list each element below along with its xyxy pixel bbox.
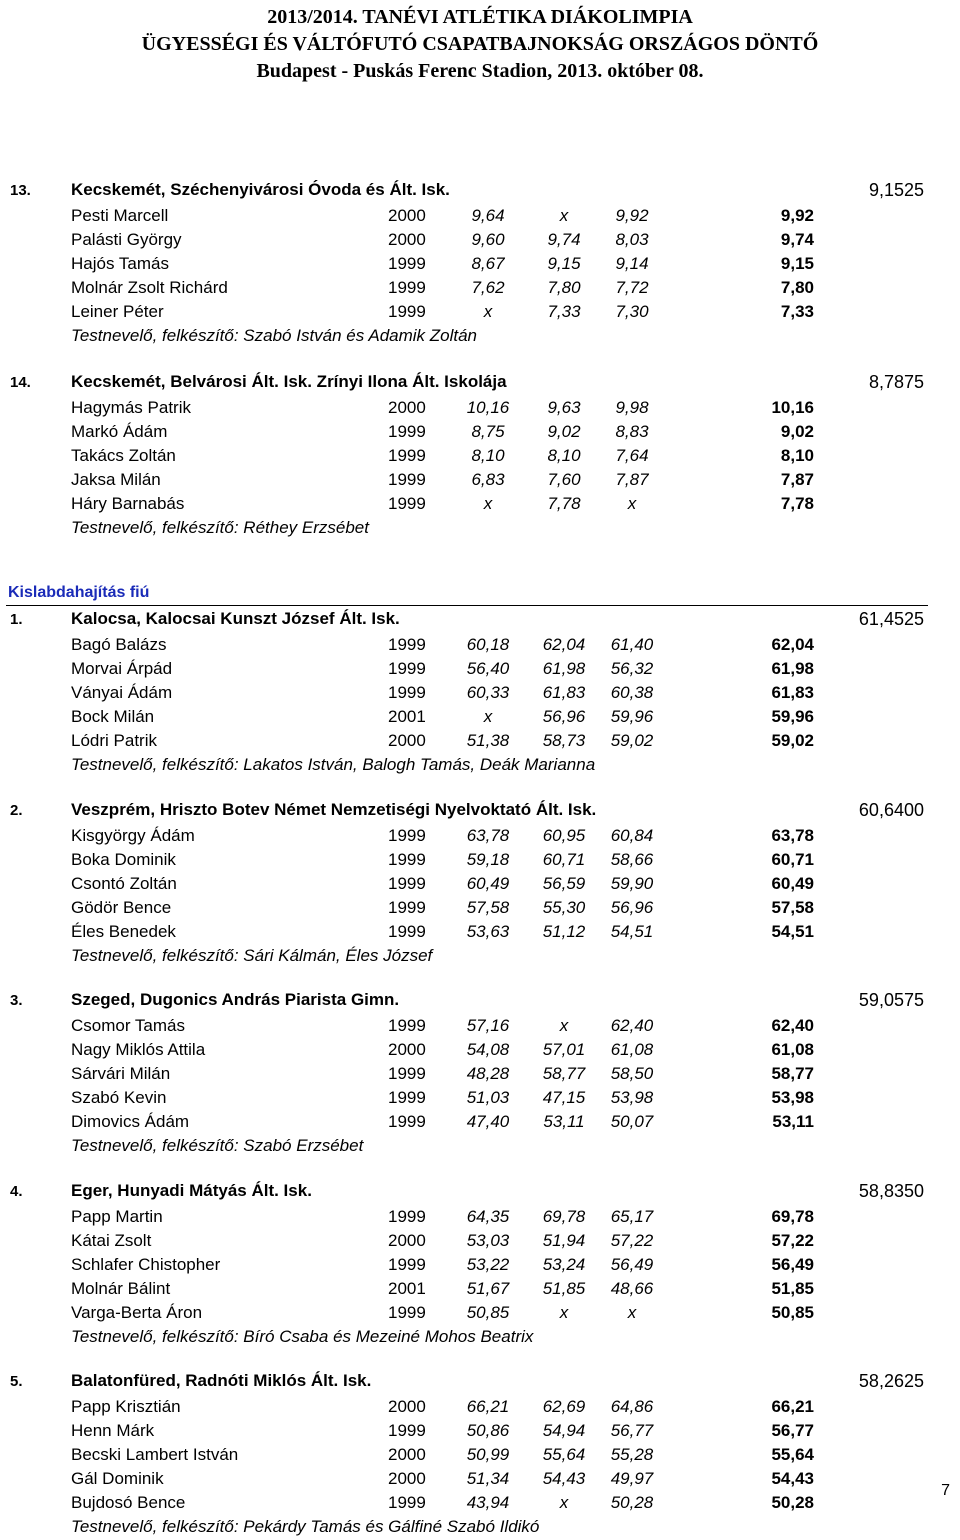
athlete-year: 1999 <box>388 659 426 678</box>
best-result: 9,02 <box>780 422 814 441</box>
athlete-name: Molnár Zsolt Richárd <box>71 278 228 297</box>
attempt-3: 64,86 <box>610 1397 654 1416</box>
attempt-3: 57,22 <box>610 1231 654 1250</box>
attempt-2: 55,64 <box>542 1445 586 1464</box>
best-result: 57,58 <box>771 898 814 917</box>
athlete-year: 1999 <box>388 922 426 941</box>
attempt-2: 9,74 <box>547 230 581 249</box>
coach-line: Testnevelő, felkészítő: Réthey Erzsébet <box>71 518 369 537</box>
attempt-1: 50,86 <box>466 1421 510 1440</box>
best-result: 60,71 <box>771 850 814 869</box>
athlete-row <box>0 494 960 516</box>
attempt-2: 51,94 <box>542 1231 586 1250</box>
attempt-1: 7,62 <box>471 278 505 297</box>
attempt-3: 50,07 <box>610 1112 654 1131</box>
header-title: 2013/2014. TANÉVI ATLÉTIKA DIÁKOLIMPIA <box>267 6 693 28</box>
athlete-year: 1999 <box>388 1207 426 1226</box>
best-result: 61,08 <box>771 1040 814 1059</box>
attempt-2: 62,69 <box>542 1397 586 1416</box>
attempt-1: 51,34 <box>466 1469 510 1488</box>
athlete-name: Csomor Tamás <box>71 1016 185 1035</box>
best-result: 8,10 <box>780 446 814 465</box>
athlete-name: Csontó Zoltán <box>71 874 177 893</box>
athlete-name: Boka Dominik <box>71 850 176 869</box>
athlete-row <box>0 1493 960 1515</box>
athlete-name: Papp Martin <box>71 1207 163 1226</box>
team-name: Kecskemét, Széchenyivárosi Óvoda és Ált. Isk. <box>71 180 450 199</box>
athlete-row <box>0 422 960 444</box>
team-header <box>0 372 960 394</box>
athlete-row <box>0 1207 960 1229</box>
athlete-row <box>0 1231 960 1253</box>
athlete-row <box>0 1469 960 1491</box>
athlete-year: 1999 <box>388 494 426 513</box>
attempt-2: 51,85 <box>542 1279 586 1298</box>
attempt-1: x <box>483 494 493 513</box>
athlete-name: Leiner Péter <box>71 302 164 321</box>
athlete-row <box>0 1112 960 1134</box>
athlete-year: 1999 <box>388 446 426 465</box>
event-divider <box>6 605 928 606</box>
athlete-year: 1999 <box>388 635 426 654</box>
header-venue: Budapest - Puskás Ferenc Stadion, 2013. október 08. <box>256 60 704 82</box>
attempt-3: 9,92 <box>615 206 649 225</box>
attempt-3: 7,30 <box>615 302 649 321</box>
athlete-year: 2000 <box>388 731 426 750</box>
athlete-year: 1999 <box>388 874 426 893</box>
athlete-row <box>0 707 960 729</box>
athlete-year: 1999 <box>388 850 426 869</box>
best-result: 57,22 <box>771 1231 814 1250</box>
attempt-2: 60,71 <box>542 850 586 869</box>
attempt-1: 6,83 <box>471 470 505 489</box>
attempt-1: 8,67 <box>471 254 505 273</box>
attempt-3: 55,28 <box>610 1445 654 1464</box>
athlete-name: Gál Dominik <box>71 1469 164 1488</box>
attempt-1: 48,28 <box>466 1064 510 1083</box>
athlete-row <box>0 1445 960 1467</box>
team-rank: 5. <box>10 1373 23 1390</box>
attempt-3: 65,17 <box>610 1207 654 1226</box>
attempt-3: 59,02 <box>610 731 654 750</box>
team-rank: 2. <box>10 802 23 819</box>
athlete-name: Gödör Bence <box>71 898 172 917</box>
athlete-year: 1999 <box>388 422 426 441</box>
athlete-name: Morvai Árpád <box>71 659 173 678</box>
team-rank: 13. <box>10 182 31 199</box>
team-name: Eger, Hunyadi Mátyás Ált. Isk. <box>71 1181 312 1200</box>
attempt-2: 51,12 <box>542 922 586 941</box>
team-name: Kalocsa, Kalocsai Kunszt József Ált. Isk. <box>71 609 400 628</box>
athlete-year: 2000 <box>388 1469 426 1488</box>
best-result: 7,80 <box>780 278 814 297</box>
team-rank: 1. <box>10 611 23 628</box>
team-score: 9,1525 <box>868 180 924 200</box>
page-number: 7 <box>941 1482 950 1499</box>
coach-line: Testnevelő, felkészítő: Sári Kálmán, Éles József <box>71 946 433 965</box>
best-result: 9,15 <box>780 254 814 273</box>
team-rank: 14. <box>10 374 31 391</box>
best-result: 56,49 <box>771 1255 814 1274</box>
attempt-3: 54,51 <box>610 922 654 941</box>
attempt-2: 9,63 <box>547 398 581 417</box>
attempt-3: 8,83 <box>615 422 649 441</box>
athlete-row <box>0 1088 960 1110</box>
attempt-3: 7,72 <box>615 278 649 297</box>
best-result: 50,85 <box>771 1303 814 1322</box>
athlete-year: 2000 <box>388 1231 426 1250</box>
athlete-year: 1999 <box>388 1088 426 1107</box>
attempt-3: 59,96 <box>610 707 654 726</box>
athlete-row <box>0 635 960 657</box>
attempt-3: 56,96 <box>610 898 654 917</box>
attempt-3: 53,98 <box>610 1088 654 1107</box>
athlete-name: Nagy Miklós Attila <box>71 1040 206 1059</box>
athlete-year: 2001 <box>388 707 426 726</box>
attempt-2: x <box>559 206 569 225</box>
attempt-1: 54,08 <box>466 1040 510 1059</box>
attempt-2: 62,04 <box>542 635 586 654</box>
attempt-3: 60,84 <box>610 826 654 845</box>
coach-line: Testnevelő, felkészítő: Bíró Csaba és Mezeiné Mohos Beatrix <box>71 1327 534 1346</box>
athlete-row <box>0 922 960 944</box>
athlete-name: Palásti György <box>71 230 182 249</box>
attempt-3: 61,40 <box>610 635 654 654</box>
athlete-row <box>0 1303 960 1325</box>
athlete-year: 1999 <box>388 1421 426 1440</box>
attempt-2: 7,78 <box>547 494 581 513</box>
team-score: 61,4525 <box>858 609 924 629</box>
team-name: Veszprém, Hriszto Botev Német Nemzetiségi Nyelvoktató Ált. Isk. <box>71 800 597 819</box>
attempt-1: 50,99 <box>466 1445 510 1464</box>
athlete-year: 1999 <box>388 1016 426 1035</box>
document-header <box>0 4 960 85</box>
athlete-name: Dimovics Ádám <box>71 1112 190 1131</box>
attempt-1: x <box>483 302 493 321</box>
attempt-3: 56,32 <box>610 659 654 678</box>
athlete-name: Jaksa Milán <box>71 470 161 489</box>
athlete-row <box>0 254 960 276</box>
best-result: 59,02 <box>771 731 814 750</box>
attempt-1: 51,03 <box>466 1088 510 1107</box>
best-result: 58,77 <box>771 1064 814 1083</box>
athlete-name: Kátai Zsolt <box>71 1231 152 1250</box>
team-header <box>0 1181 960 1203</box>
team-name: Kecskemét, Belvárosi Ált. Isk. Zrínyi Ilona Ált. Iskolája <box>71 372 507 391</box>
attempt-3: 56,49 <box>610 1255 654 1274</box>
attempt-1: 10,16 <box>466 398 510 417</box>
attempt-1: 53,22 <box>466 1255 510 1274</box>
athlete-name: Markó Ádám <box>71 422 168 441</box>
attempt-3: 7,87 <box>615 470 649 489</box>
best-result: 9,74 <box>780 230 814 249</box>
attempt-3: 62,40 <box>610 1016 654 1035</box>
best-result: 62,04 <box>771 635 814 654</box>
attempt-2: 57,01 <box>542 1040 586 1059</box>
team-name: Balatonfüred, Radnóti Miklós Ált. Isk. <box>71 1371 372 1390</box>
best-result: 50,28 <box>771 1493 814 1512</box>
best-result: 54,43 <box>771 1469 814 1488</box>
athlete-year: 1999 <box>388 898 426 917</box>
team-header <box>0 1371 960 1393</box>
athlete-row <box>0 850 960 872</box>
attempt-1: 53,63 <box>466 922 510 941</box>
attempt-3: 9,98 <box>615 398 649 417</box>
athlete-row <box>0 1255 960 1277</box>
best-result: 69,78 <box>771 1207 814 1226</box>
attempt-2: 55,30 <box>542 898 586 917</box>
athlete-year: 1999 <box>388 302 426 321</box>
attempt-3: 61,08 <box>610 1040 654 1059</box>
team-score: 58,2625 <box>858 1371 924 1391</box>
athlete-row <box>0 1421 960 1443</box>
best-result: 10,16 <box>771 398 814 417</box>
team-name: Szeged, Dugonics András Piarista Gimn. <box>71 990 400 1009</box>
attempt-2: 54,43 <box>542 1469 586 1488</box>
attempt-3: 50,28 <box>610 1493 654 1512</box>
athlete-row <box>0 1279 960 1301</box>
athlete-name: Sárvári Milán <box>71 1064 171 1083</box>
athlete-row <box>0 398 960 420</box>
athlete-row <box>0 659 960 681</box>
athlete-year: 2000 <box>388 1445 426 1464</box>
attempt-1: 8,75 <box>471 422 505 441</box>
best-result: 54,51 <box>771 922 814 941</box>
athlete-year: 1999 <box>388 1303 426 1322</box>
athlete-name: Henn Márk <box>71 1421 155 1440</box>
athlete-name: Schlafer Chistopher <box>71 1255 221 1274</box>
team-score: 58,8350 <box>858 1181 924 1201</box>
attempt-2: 61,98 <box>542 659 586 678</box>
attempt-2: 53,24 <box>542 1255 586 1274</box>
attempt-2: 69,78 <box>542 1207 586 1226</box>
best-result: 66,21 <box>771 1397 814 1416</box>
attempt-1: x <box>483 707 493 726</box>
attempt-1: 9,64 <box>471 206 505 225</box>
athlete-name: Molnár Bálint <box>71 1279 171 1298</box>
best-result: 59,96 <box>771 707 814 726</box>
attempt-2: x <box>559 1016 569 1035</box>
attempt-1: 9,60 <box>471 230 505 249</box>
attempt-2: 7,33 <box>547 302 581 321</box>
athlete-name: Hagymás Patrik <box>71 398 191 417</box>
athlete-name: Becski Lambert István <box>71 1445 239 1464</box>
athlete-year: 1999 <box>388 254 426 273</box>
athlete-name: Lódri Patrik <box>71 731 157 750</box>
best-result: 51,85 <box>771 1279 814 1298</box>
attempt-1: 56,40 <box>466 659 510 678</box>
coach-line: Testnevelő, felkészítő: Pekárdy Tamás és Gálfiné Szabó Ildikó <box>71 1517 540 1536</box>
best-result: 63,78 <box>771 826 814 845</box>
best-result: 53,11 <box>772 1112 814 1131</box>
attempt-1: 8,10 <box>471 446 505 465</box>
team-header <box>0 800 960 822</box>
attempt-2: 60,95 <box>542 826 586 845</box>
attempt-3: 58,66 <box>610 850 654 869</box>
athlete-row <box>0 1016 960 1038</box>
header-subtitle: ÜGYESSÉGI ÉS VÁLTÓFUTÓ CSAPATBAJNOKSÁG ORSZÁGOS DÖNTŐ <box>141 33 819 55</box>
attempt-2: 9,02 <box>547 422 581 441</box>
attempt-1: 57,58 <box>466 898 510 917</box>
athlete-year: 1999 <box>388 1112 426 1131</box>
best-result: 55,64 <box>771 1445 814 1464</box>
athlete-name: Kisgyörgy Ádám <box>71 826 195 845</box>
team-score: 60,6400 <box>858 800 924 820</box>
attempt-2: 56,96 <box>542 707 586 726</box>
best-result: 9,92 <box>780 206 814 225</box>
team-score: 8,7875 <box>868 372 924 392</box>
attempt-3: 9,14 <box>615 254 649 273</box>
attempt-3: 60,38 <box>610 683 654 702</box>
athlete-row <box>0 470 960 492</box>
attempt-2: 54,94 <box>542 1421 586 1440</box>
attempt-2: 53,11 <box>543 1112 585 1131</box>
team-header <box>0 990 960 1012</box>
attempt-1: 57,16 <box>466 1016 510 1035</box>
best-result: 60,49 <box>771 874 814 893</box>
athlete-year: 1999 <box>388 278 426 297</box>
athlete-name: Pesti Marcell <box>71 206 169 225</box>
attempt-2: 58,73 <box>542 731 586 750</box>
athlete-name: Szabó Kevin <box>71 1088 167 1107</box>
attempt-3: 8,03 <box>615 230 649 249</box>
attempt-2: x <box>559 1493 569 1512</box>
team-rank: 4. <box>10 1183 23 1200</box>
athlete-year: 2000 <box>388 230 426 249</box>
athlete-row <box>0 1064 960 1086</box>
athlete-name: Bujdosó Bence <box>71 1493 186 1512</box>
athlete-row <box>0 206 960 228</box>
athlete-row <box>0 278 960 300</box>
team-header <box>0 180 960 202</box>
athlete-year: 1999 <box>388 826 426 845</box>
athlete-year: 1999 <box>388 1255 426 1274</box>
athlete-row <box>0 230 960 252</box>
athlete-row <box>0 826 960 848</box>
team-header <box>0 609 960 631</box>
attempt-2: 61,83 <box>542 683 586 702</box>
coach-line: Testnevelő, felkészítő: Szabó István és Adamik Zoltán <box>71 326 478 345</box>
athlete-name: Hajós Tamás <box>71 254 169 273</box>
athlete-name: Papp Krisztián <box>71 1397 181 1416</box>
athlete-year: 1999 <box>388 470 426 489</box>
athlete-name: Éles Benedek <box>71 922 176 941</box>
best-result: 62,40 <box>771 1016 814 1035</box>
attempt-1: 53,03 <box>466 1231 510 1250</box>
coach-line: Testnevelő, felkészítő: Lakatos István, Balogh Tamás, Deák Marianna <box>71 755 596 774</box>
attempt-1: 60,18 <box>466 635 510 654</box>
attempt-1: 60,49 <box>466 874 510 893</box>
athlete-year: 2000 <box>388 206 426 225</box>
best-result: 56,77 <box>771 1421 814 1440</box>
athlete-row <box>0 898 960 920</box>
attempt-2: 8,10 <box>547 446 581 465</box>
attempt-2: 47,15 <box>542 1088 586 1107</box>
athlete-name: Varga-Berta Áron <box>71 1303 203 1322</box>
attempt-1: 60,33 <box>466 683 510 702</box>
athlete-name: Bagó Balázs <box>71 635 167 654</box>
attempt-2: 58,77 <box>542 1064 586 1083</box>
best-result: 61,98 <box>771 659 814 678</box>
attempt-3: 56,77 <box>610 1421 654 1440</box>
athlete-row <box>0 446 960 468</box>
attempt-2: 7,80 <box>547 278 581 297</box>
attempt-3: 7,64 <box>615 446 649 465</box>
athlete-name: Takács Zoltán <box>71 446 176 465</box>
best-result: 7,87 <box>780 470 814 489</box>
attempt-3: 49,97 <box>610 1469 654 1488</box>
attempt-1: 51,67 <box>466 1279 510 1298</box>
athlete-name: Bock Milán <box>71 707 155 726</box>
attempt-3: 58,50 <box>610 1064 654 1083</box>
athlete-row <box>0 731 960 753</box>
athlete-year: 2000 <box>388 398 426 417</box>
team-rank: 3. <box>10 992 23 1009</box>
attempt-2: x <box>559 1303 569 1322</box>
attempt-2: 56,59 <box>542 874 586 893</box>
attempt-3: 48,66 <box>610 1279 654 1298</box>
attempt-1: 50,85 <box>466 1303 510 1322</box>
athlete-year: 1999 <box>388 1493 426 1512</box>
best-result: 7,78 <box>780 494 814 513</box>
attempt-1: 51,38 <box>466 731 510 750</box>
team-score: 59,0575 <box>858 990 924 1010</box>
attempt-1: 43,94 <box>466 1493 510 1512</box>
attempt-3: x <box>627 1303 637 1322</box>
best-result: 61,83 <box>771 683 814 702</box>
attempt-1: 59,18 <box>466 850 510 869</box>
athlete-row <box>0 683 960 705</box>
attempt-1: 63,78 <box>466 826 510 845</box>
athlete-year: 2000 <box>388 1040 426 1059</box>
event-title: Kislabdahajítás fiú <box>8 584 150 601</box>
coach-line: Testnevelő, felkészítő: Szabó Erzsébet <box>71 1136 364 1155</box>
attempt-1: 64,35 <box>466 1207 510 1226</box>
best-result: 7,33 <box>780 302 814 321</box>
attempt-2: 9,15 <box>547 254 581 273</box>
athlete-name: Ványai Ádám <box>71 683 173 702</box>
athlete-row <box>0 874 960 896</box>
athlete-year: 2001 <box>388 1279 426 1298</box>
athlete-row <box>0 1040 960 1062</box>
athlete-year: 1999 <box>388 683 426 702</box>
attempt-3: 59,90 <box>610 874 654 893</box>
attempt-2: 7,60 <box>547 470 581 489</box>
athlete-row <box>0 1397 960 1419</box>
athlete-name: Háry Barnabás <box>71 494 185 513</box>
best-result: 53,98 <box>771 1088 814 1107</box>
attempt-1: 66,21 <box>466 1397 510 1416</box>
attempt-1: 47,40 <box>466 1112 510 1131</box>
athlete-row <box>0 302 960 324</box>
attempt-3: x <box>627 494 637 513</box>
athlete-year: 2000 <box>388 1397 426 1416</box>
athlete-year: 1999 <box>388 1064 426 1083</box>
